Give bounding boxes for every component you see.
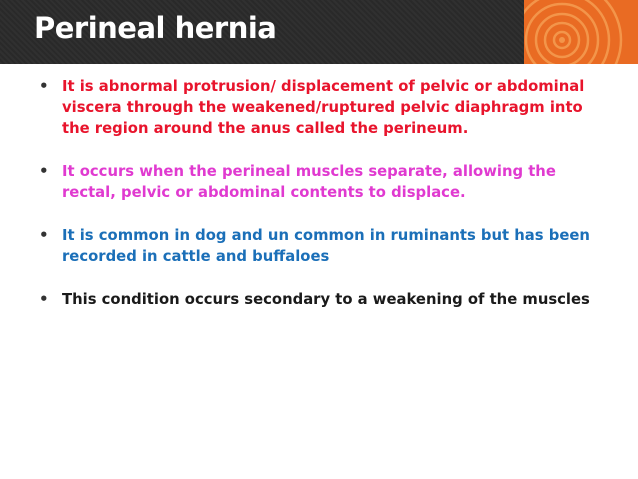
bullet-text-occurrence: It is common in dog and un common in ruminants but has been recorded in cattle and buffaloes — [62, 227, 590, 265]
slide-title: Perineal hernia — [34, 11, 277, 45]
bullet-item-definition — [36, 76, 606, 139]
decorative-accent-panel — [524, 0, 638, 64]
bullet-dot-icon: • — [39, 162, 49, 180]
bullet-dot-icon: • — [39, 290, 49, 308]
bullet-dot-icon: • — [39, 226, 49, 244]
concentric-circles-decoration-icon — [524, 0, 638, 64]
bullet-list — [36, 76, 606, 310]
bullet-item-cause — [36, 161, 606, 203]
bullet-text-definition: It is abnormal protrusion/ displacement of pelvic or abdominal viscera through the weakened/ruptured pelvic diaphragm into the region around the anus called the perineum. — [62, 78, 585, 137]
bullet-item-occurrence — [36, 225, 606, 267]
bullet-dot-icon: • — [39, 77, 49, 95]
bullet-text-cause: It occurs when the perineal muscles separate, allowing the rectal, pelvic or abdominal contents to displace. — [62, 163, 556, 201]
bullet-text-condition: This condition occurs secondary to a weakening of the muscles — [62, 291, 590, 308]
bullet-item-condition — [36, 289, 606, 310]
title-bar — [0, 0, 638, 64]
